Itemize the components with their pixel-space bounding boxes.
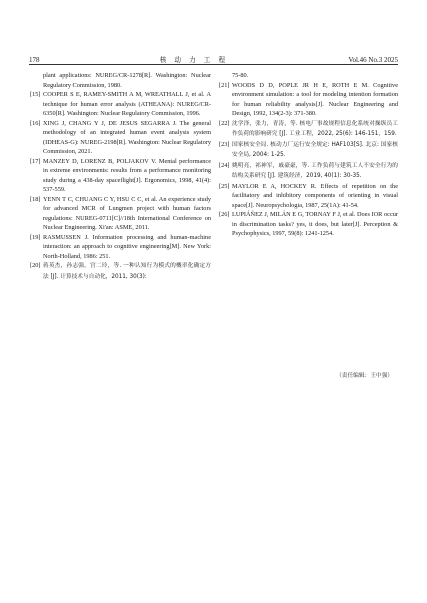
reference-text: COOPER S E, RAMEY-SMITH A M, WREATHALL J, et al. A technique for human error analysis (ATHEANA): NUREG/CR-6350[R]. Washington: Nuclear Regulatory Commission, 1996. <box>43 91 211 117</box>
reference-text: 沈学泽，张力，青涛，等. 核电厂事故规程信息化系统对操纵员工作负荷的影响研究 [J]. 工业工程，2022, 25(6): 146-151，159. <box>232 120 398 137</box>
reference-text: 75-80. <box>232 72 249 79</box>
reference-text: 蒋英杰，孙志强，宫二玲，等. 一种认知行为模式的概率化确定方法 [J]. 计算技术与自动化，2011, 30(3): <box>43 263 211 280</box>
responsible-editor: （责任编辑：王中强） <box>336 373 393 379</box>
header-rule <box>29 64 398 65</box>
reference-number: [23] <box>219 140 230 148</box>
reference-number: [26] <box>219 211 230 218</box>
reference-number: [20] <box>30 262 41 269</box>
page-number: 178 <box>29 56 40 64</box>
reference-text: YENN T C, CHUANG C Y, HSU C C, et al. An experience study for advanced MCR of Lungmen project with human factors regulations: NUREG-0711[C]//18th International Conference on Nuclear Engineering. Xi'an: ASME, 2011. <box>43 195 211 231</box>
reference-entry <box>30 157 211 195</box>
reference-entry <box>33 71 211 90</box>
reference-entry <box>219 119 398 140</box>
reference-entry <box>219 210 398 239</box>
reference-entry <box>219 81 398 119</box>
reference-text: XING J, CHANG Y J, DE JESUS SEGARRA J. The general methodology of an integrated human event analysis system (IDHEAS-G): NUREG-2198[R]. Washington: Nuclear Regulatory Commission, 2021. <box>43 119 211 155</box>
reference-entry <box>219 140 398 161</box>
reference-text: plant applications: NUREG/CR-1278[R]. Washington: Nuclear Regulatory Commission, 1980. <box>43 72 211 89</box>
reference-text: MAYLOR E A, HOCKEY R. Effects of repetition on the facilitatory and inhibitory components of orienting in visual space[J]. Neuropsychologia, 1987, 25(1A): 41-54. <box>232 182 398 209</box>
reference-text: RASMUSSEN J. Information processing and human-machine interaction: an approach to cognitive engineering[M]. New York: North-Holland, 1986: 251. <box>43 233 211 260</box>
reference-number: [19] <box>30 233 41 241</box>
reference-number: [24] <box>219 161 230 169</box>
reference-entry <box>30 119 211 157</box>
reference-entry <box>219 182 398 211</box>
reference-number: [17] <box>30 157 41 165</box>
reference-entry <box>30 195 211 233</box>
reference-number: [21] <box>219 81 230 89</box>
references-right-column <box>219 71 398 239</box>
reference-text: 姚明亮，祁神军，戚豪豪，等. 工作负荷与建筑工人不安全行为的结构关系研究 [J]. 建筑经济，2019, 40(1): 30-35. <box>232 162 398 179</box>
reference-number: [16] <box>30 119 41 127</box>
reference-text: 国家核安全局. 核动力厂运行安全规定: HAF103[S]. 北京: 国家核安全局, 2004: 1-25. <box>232 141 398 158</box>
reference-text: LUPIÁÑEZ J, MILÁN E G, TORNAY F J, et al. Does IOR occur in discrimination tasks? yes, it does, but later[J]. Perception & Psychophysics, 1997, 59(8): 1241-1254. <box>232 211 398 237</box>
reference-text: MANZEY D, LORENZ B, POLJAKOV V. Mental performance in extreme environments: results from a performance monitoring study during a 438-day spaceflight[J]. Ergonomics, 1998, 41(4): 537-559. <box>43 157 211 193</box>
reference-entry <box>30 90 211 119</box>
page-header <box>29 50 398 64</box>
reference-entry <box>222 71 398 81</box>
reference-number: [22] <box>219 119 230 127</box>
reference-entry <box>30 233 211 262</box>
journal-title: 核 动 力 工 程 <box>159 56 229 64</box>
reference-entry <box>30 261 211 282</box>
reference-number: [25] <box>219 182 230 190</box>
reference-text: WOODS D D, POPLE JR H E, ROTH E M. Cognitive environment simulation: a tool for modeling intention formation for human reliability analysis[J]. Nuclear Engineering and Design, 1992, 134(2-3): 371-380. <box>232 81 398 117</box>
reference-number: [15] <box>30 91 41 98</box>
references-left-column <box>30 71 211 282</box>
reference-entry <box>219 161 398 182</box>
reference-number: [18] <box>30 195 41 203</box>
volume-issue: Vol.46 No.3 2025 <box>348 56 398 64</box>
